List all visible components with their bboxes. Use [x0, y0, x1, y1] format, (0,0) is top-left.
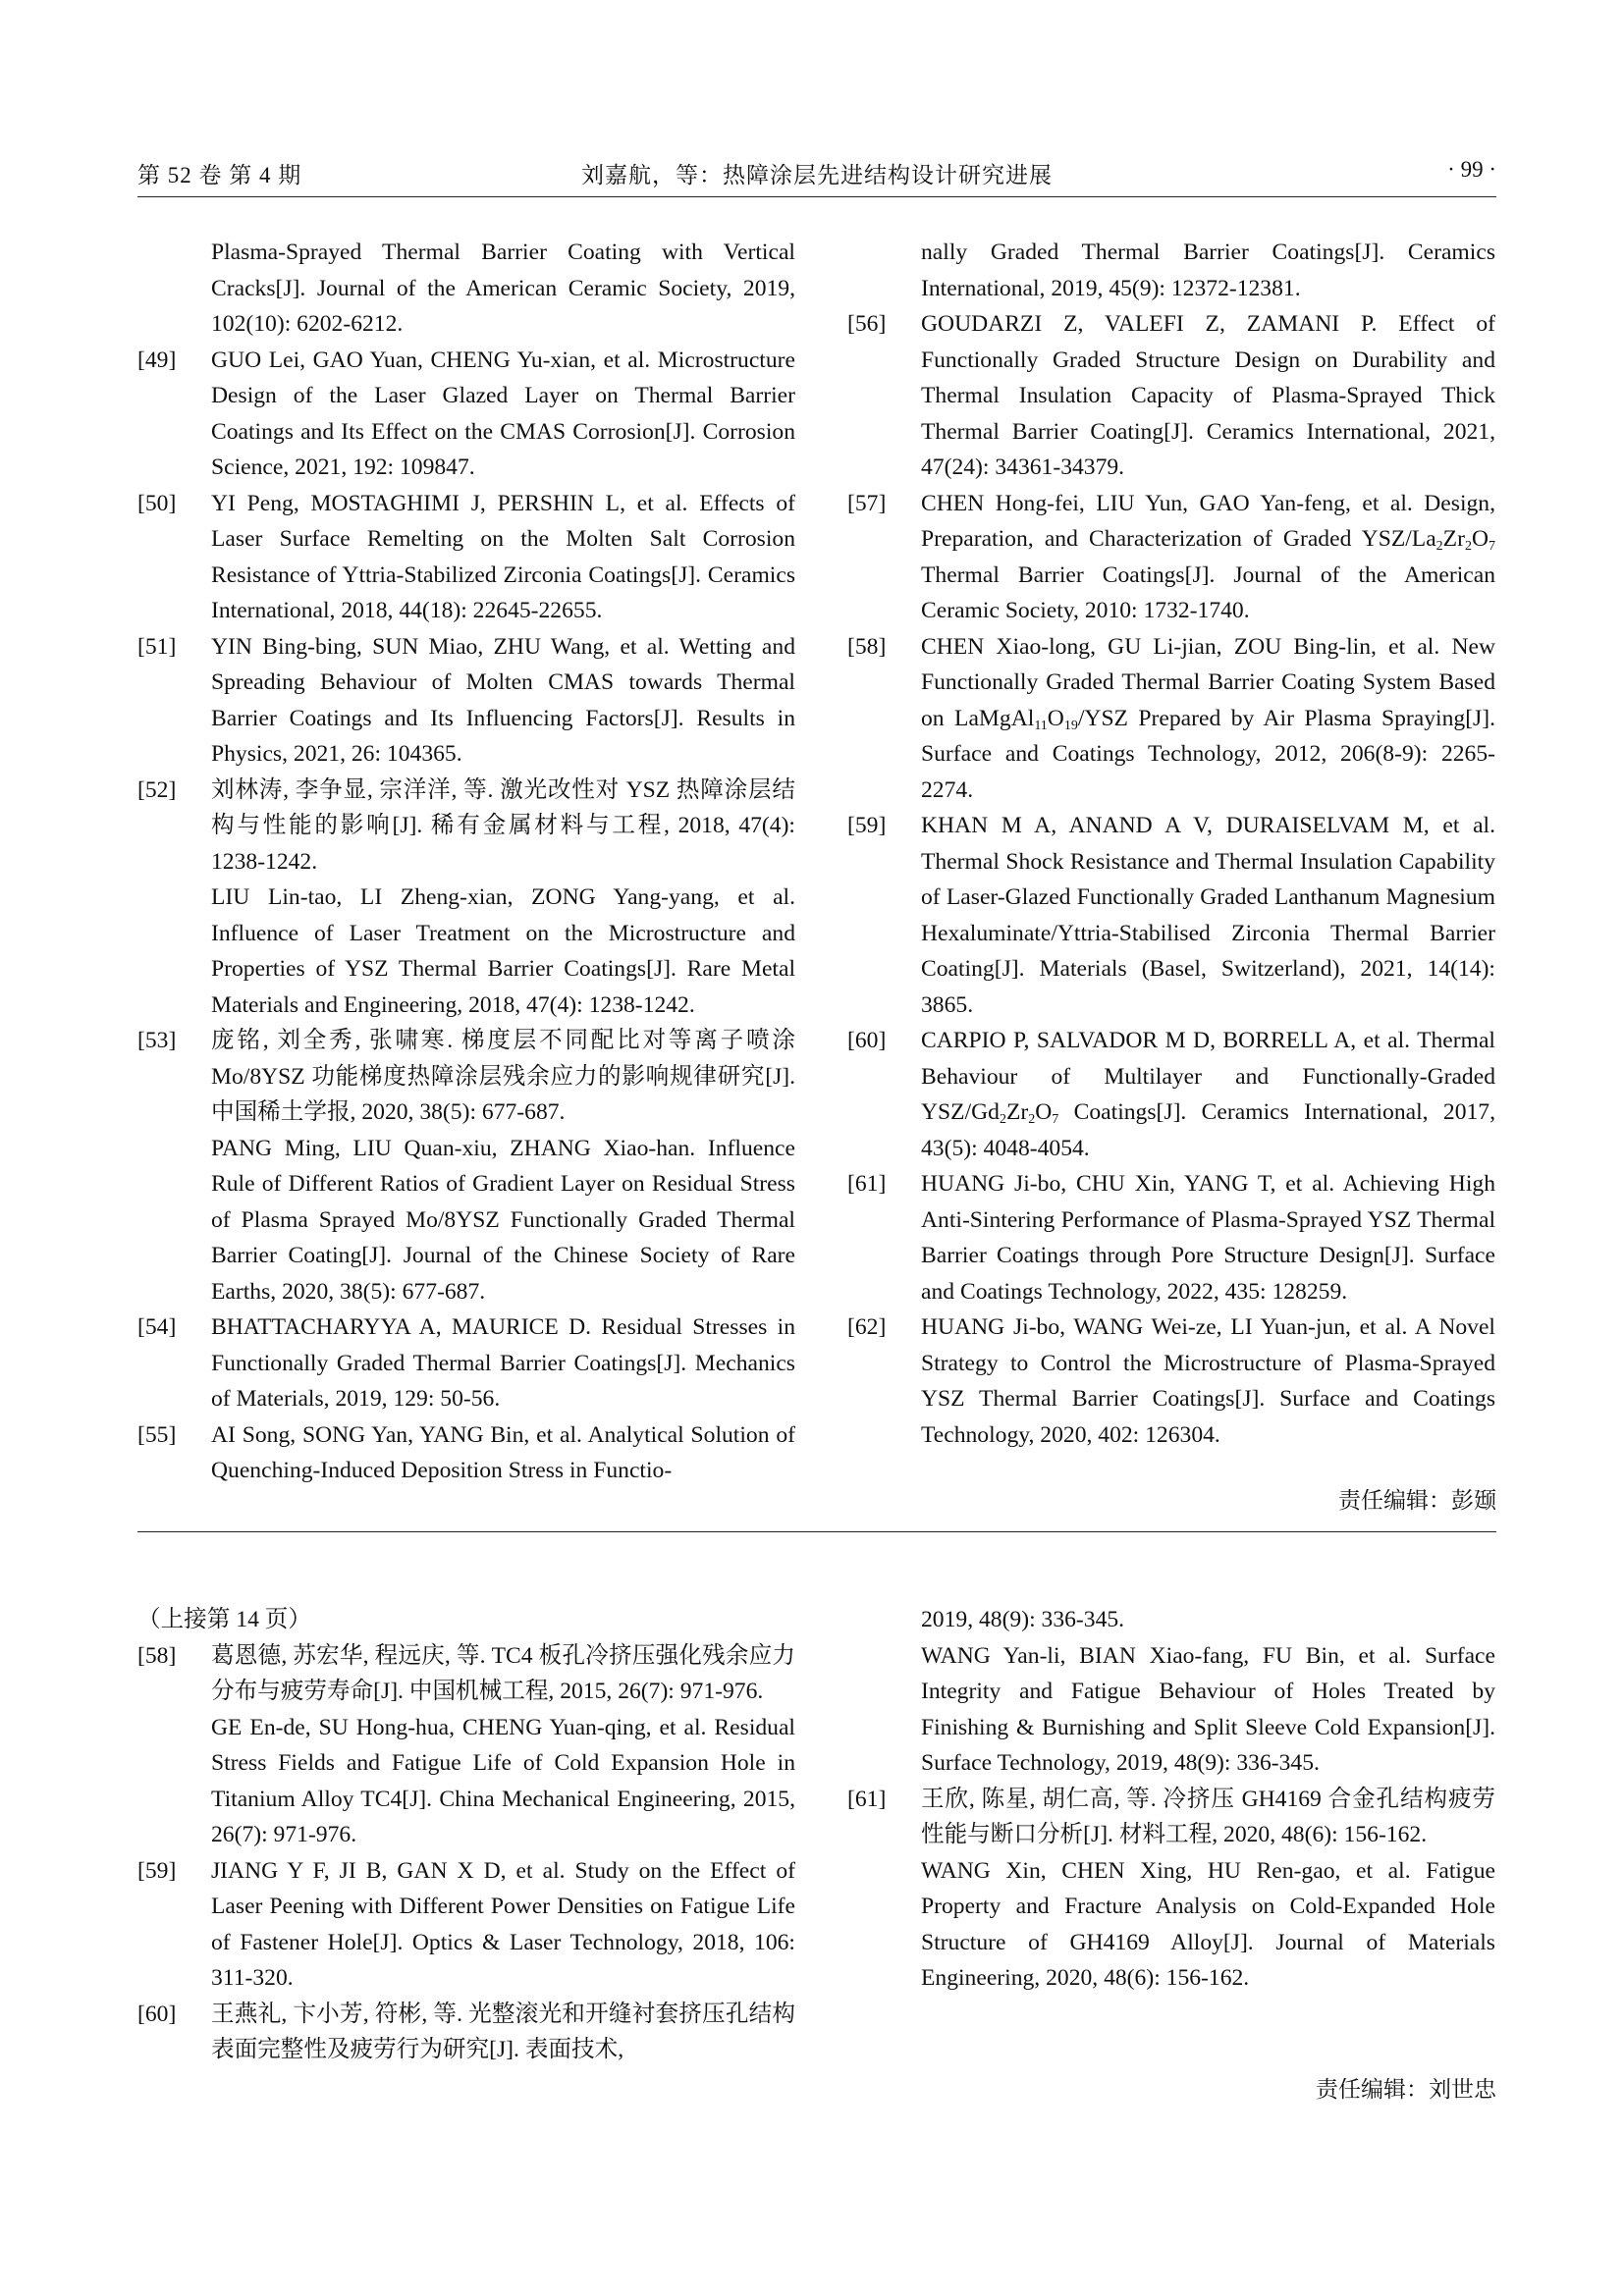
reference-entry: [847, 1166, 1495, 1309]
reference-text-part: CHEN Hong-fei, LIU Yun, GAO Yan-feng, et al. Design, Preparation, and Characterization of Graded YSZ/La: [921, 490, 1495, 552]
reference-number: [50]: [137, 490, 177, 516]
subscript: 2: [1028, 1112, 1036, 1127]
page-number: · 99 ·: [1447, 157, 1496, 182]
reference-text: [921, 486, 1495, 629]
reference-text: HUANG Ji-bo, WANG Wei-ze, LI Yuan-jun, et al. A Novel Strategy to Control the Microstructure of Plasma-Sprayed YSZ Thermal Barrier Coatings[J]. Surface and Coatings Technology, 2020, 402: 126304.: [921, 1314, 1495, 1448]
reference-text: GOUDARZI Z, VALEFI Z, ZAMANI P. Effect of Functionally Graded Structure Design on Durability and Thermal Insulation Capacity of Plasma-Sprayed Thick Thermal Barrier Coating[J]. Ceramics International, 2021, 47(24): 34361-34379.: [921, 311, 1495, 480]
journal-issue: 第 52 卷 第 4 期: [137, 163, 302, 187]
top-left-column: [137, 235, 795, 1489]
reference-text: 王欣, 陈星, 胡仁高, 等. 冷挤压 GH4169 合金孔结构疲劳性能与断口分析[J]. 材料工程, 2020, 48(6): 156-162.: [921, 1786, 1495, 1847]
reference-number: [61]: [847, 1171, 887, 1197]
reference-text: 刘林涛, 李争显, 宗洋洋, 等. 激光改性对 YSZ 热障涂层结构与性能的影响[J]. 稀有金属材料与工程, 2018, 47(4): 1238-1242.: [211, 776, 795, 875]
reference-text-part: Zr: [1442, 526, 1465, 552]
reference-entry: [847, 486, 1495, 629]
reference-text-part: CARPIO P, SALVADOR M D, BORRELL A, et al. Thermal Behaviour of Multilayer and Functionally-Graded YSZ/Gd: [921, 1028, 1495, 1125]
reference-text: WANG Yan-li, BIAN Xiao-fang, FU Bin, et al. Surface Integrity and Fatigue Behaviour of Holes Treated by Finishing & Burnishing and Split Sleeve Cold Expansion[J]. Surface Technology, 2019, 48(9): 336-345.: [921, 1642, 1495, 1776]
bottom-right-column: [847, 1602, 1495, 1997]
reference-entry: [847, 235, 1495, 306]
reference-text: KHAN M A, ANAND A V, DURAISELVAM M, et al. Thermal Shock Resistance and Thermal Insulation Capability of Laser-Glazed Functionally Graded Lanthanum Magnesium Hexaluminate/Yttria-Stabilised Zirconia Thermal Barrier Coating[J]. Materials (Basel, Switzerland), 2021, 14(14): 3865.: [921, 813, 1495, 1018]
reference-text: LIU Lin-tao, LI Zheng-xian, ZONG Yang-yang, et al. Influence of Laser Treatment on the Microstructure and Properties of YSZ Thermal Barrier Coatings[J]. Rare Metal Materials and Engineering, 2018, 47(4): 1238-1242.: [211, 884, 795, 1018]
reference-number: [58]: [847, 633, 887, 660]
reference-entry: [137, 486, 795, 629]
reference-text: WANG Xin, CHEN Xing, HU Ren-gao, et al. Fatigue Property and Fracture Analysis on Cold-Expanded Hole Structure of GH4169 Alloy[J]. Journal of Materials Engineering, 2020, 48(6): 156-162.: [921, 1857, 1495, 1991]
reference-text: YIN Bing-bing, SUN Miao, ZHU Wang, et al. Wetting and Spreading Behaviour of Molten CMAS towards Thermal Barrier Coatings and Its Influencing Factors[J]. Results in Physics, 2021, 26: 104365.: [211, 633, 795, 767]
reference-entry: [847, 629, 1495, 809]
reference-entry: [847, 306, 1495, 486]
reference-entry: [137, 1309, 795, 1417]
reference-text: BHATTACHARYYA A, MAURICE D. Residual Stresses in Functionally Graded Thermal Barrier Coatings[J]. Mechanics of Materials, 2019, 129: 50-56.: [211, 1314, 795, 1412]
subscript: 11: [1034, 718, 1048, 733]
reference-number: [54]: [137, 1314, 177, 1340]
reference-text: [921, 629, 1495, 809]
reference-number: [62]: [847, 1314, 887, 1340]
reference-text: HUANG Ji-bo, CHU Xin, YANG T, et al. Achieving High Anti-Sintering Performance of Plasma-Sprayed YSZ Thermal Barrier Coatings through Pore Structure Design[J]. Surface and Coatings Technology, 2022, 435: 128259.: [921, 1171, 1495, 1305]
reference-entry: [137, 343, 795, 486]
reference-number: [51]: [137, 633, 177, 660]
subscript: 19: [1063, 718, 1078, 733]
reference-entry: [847, 1309, 1495, 1453]
reference-text: 庞铭, 刘全秀, 张啸寒. 梯度层不同配比对等离子喷涂 Mo/8YSZ 功能梯度热障涂层残余应力的影响规律研究[J]. 中国稀土学报, 2020, 38(5): 677-687.: [211, 1028, 795, 1125]
reference-text: YI Peng, MOSTAGHIMI J, PERSHIN L, et al. Effects of Laser Surface Remelting on the Molten Salt Corrosion Resistance of Yttria-Stabilized Zirconia Coatings[J]. Ceramics International, 2018, 44(18): 22645-22655.: [211, 490, 795, 623]
reference-number: [57]: [847, 490, 887, 516]
reference-entry: [847, 808, 1495, 1023]
subscript: 2: [1435, 539, 1443, 554]
running-title: 刘嘉航，等：热障涂层先进结构设计研究进展: [581, 163, 1053, 187]
editor-credit-bottom: 责任编辑：刘世忠: [1316, 2077, 1496, 2102]
reference-text-part: O: [1035, 1099, 1053, 1125]
reference-entry: [137, 1638, 795, 1853]
running-header: [137, 157, 1496, 197]
reference-text: PANG Ming, LIU Quan-xiu, ZHANG Xiao-han. Influence Rule of Different Ratios of Gradient Layer on Residual Stress of Plasma Sprayed Mo/8YSZ Functionally Graded Thermal Barrier Coating[J]. Journal of the Chinese Society of Rare Earths, 2020, 38(5): 677-687.: [211, 1135, 795, 1305]
bottom-left-column: [137, 1602, 795, 2068]
reference-entry: [137, 1997, 795, 2068]
reference-entry: [137, 773, 795, 1024]
reference-text: AI Song, SONG Yan, YANG Bin, et al. Analytical Solution of Quenching-Induced Deposition Stress in Functio-: [211, 1421, 795, 1483]
reference-number: [55]: [137, 1421, 177, 1448]
reference-text-part: Coatings[J]. Ceramics International, 2017, 43(5): 4048-4054.: [921, 1099, 1495, 1161]
reference-entry: [847, 1602, 1495, 1782]
reference-number: [53]: [137, 1028, 177, 1053]
reference-entry: [137, 235, 795, 343]
reference-text: Plasma-Sprayed Thermal Barrier Coating with Vertical Cracks[J]. Journal of the American Ceramic Society, 2019, 102(10): 6202-6212.: [211, 240, 795, 337]
reference-number: [49]: [137, 347, 177, 373]
reference-text: 王燕礼, 卞小芳, 符彬, 等. 光整滚光和开缝衬套挤压孔结构表面完整性及疲劳行为研究[J]. 表面技术,: [211, 2001, 795, 2062]
reference-text: [921, 1023, 1495, 1166]
reference-number: [60]: [137, 2001, 177, 2027]
reference-text-part: O: [1471, 526, 1489, 552]
reference-text-part: O: [1047, 705, 1064, 731]
top-right-column: [847, 235, 1495, 1453]
section-divider: [137, 1531, 1496, 1532]
reference-text-part: /YSZ Prepared by Air Plasma Spraying[J]. Surface and Coatings Technology, 2012, 206(8-9): 2265-2274.: [921, 705, 1495, 803]
reference-number: [58]: [137, 1642, 177, 1669]
reference-text: GUO Lei, GAO Yuan, CHENG Yu-xian, et al. Microstructure Design of the Laser Glazed Layer on Thermal Barrier Coatings and Its Effect on the CMAS Corrosion[J]. Corrosion Science, 2021, 192: 109847.: [211, 347, 795, 480]
reference-entry: [847, 1782, 1495, 1997]
reference-number: [56]: [847, 311, 887, 337]
reference-text: JIANG Y F, JI B, GAN X D, et al. Study on the Effect of Laser Peening with Different Power Densities on Fatigue Life of Fastener Hole[J]. Optics & Laser Technology, 2018, 106: 311-320.: [211, 1857, 795, 1991]
subscript: 2: [1464, 539, 1472, 554]
subscript: 7: [1489, 539, 1495, 554]
reference-number: [60]: [847, 1028, 887, 1053]
reference-text-part: Thermal Barrier Coatings[J]. Journal of the American Ceramic Society, 2010: 1732-1740.: [921, 561, 1495, 623]
reference-number: [52]: [137, 776, 177, 803]
reference-number: [59]: [137, 1857, 177, 1884]
reference-text-part: CHEN Xiao-long, GU Li-jian, ZOU Bing-lin, et al. New Functionally Graded Thermal Barrier Coating System Based on LaMgAl: [921, 633, 1495, 731]
reference-number: [59]: [847, 813, 887, 838]
reference-text: 葛恩德, 苏宏华, 程远庆, 等. TC4 板孔冷挤压强化残余应力分布与疲劳寿命[J]. 中国机械工程, 2015, 26(7): 971-976.: [211, 1642, 795, 1704]
reference-text: 2019, 48(9): 336-345.: [921, 1607, 1125, 1632]
reference-entry: [137, 1023, 795, 1309]
editor-credit-top: 责任编辑：彭颋: [1338, 1488, 1496, 1513]
reference-entry: [137, 1417, 795, 1489]
reference-number: [61]: [847, 1786, 887, 1812]
subscript: 7: [1052, 1112, 1059, 1127]
reference-entry: [137, 629, 795, 773]
reference-text: nally Graded Thermal Barrier Coatings[J]. Ceramics International, 2019, 45(9): 12372-12381.: [921, 240, 1495, 301]
reference-entry: [137, 1853, 795, 1997]
subscript: 2: [999, 1112, 1006, 1127]
reference-text-part: Zr: [1005, 1099, 1029, 1125]
reference-text: GE En-de, SU Hong-hua, CHENG Yuan-qing, et al. Residual Stress Fields and Fatigue Life of Cold Expansion Hole in Titanium Alloy TC4[J]. China Mechanical Engineering, 2015, 26(7): 971-976.: [211, 1714, 795, 1847]
reference-entry: [847, 1023, 1495, 1166]
continuation-label: （上接第 14 页）: [137, 1607, 311, 1632]
